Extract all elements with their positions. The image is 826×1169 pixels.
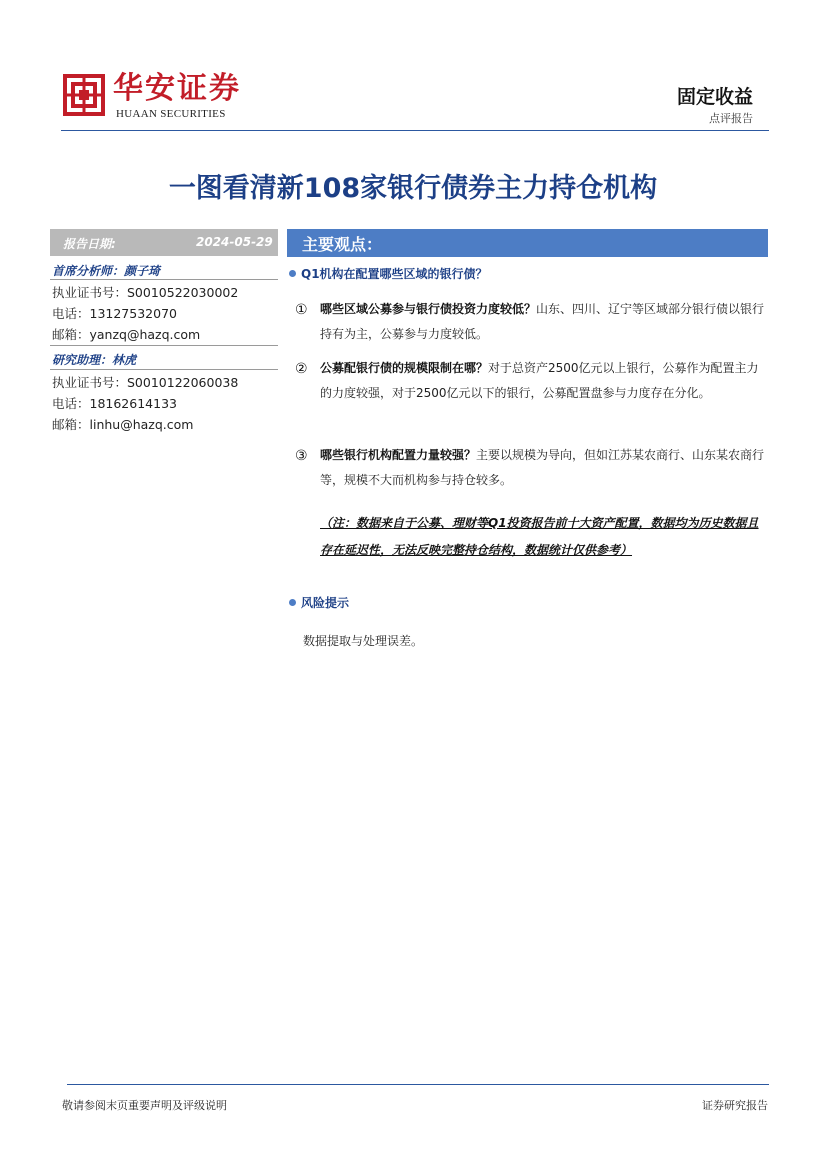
point-number: ② <box>295 361 308 377</box>
document-title: 一图看清新108家银行债券主力持仓机构 <box>168 173 658 204</box>
footer-divider <box>67 1084 769 1085</box>
point-number: ① <box>295 302 308 318</box>
sidebar-divider <box>50 279 278 280</box>
report-date-label: 报告日期: <box>63 237 116 251</box>
data-source-note: （注：数据来自于公募、理财等Q1投资报告前十大资产配置，数据均为历史数据且存在延迟性，无法反映完整持仓结构，数据统计仅供参考） <box>320 516 759 557</box>
header-divider <box>61 130 769 131</box>
analyst-phone: 电话：13127532070 <box>52 306 177 321</box>
sidebar-divider <box>50 369 278 370</box>
analyst-license: 执业证书号：S0010522030002 <box>52 285 239 300</box>
point-question: 哪些银行机构配置力量较强？ <box>320 448 477 462</box>
footer-report-label: 证券研究报告 <box>702 1099 768 1112</box>
logo-chinese-name: 华安证券 <box>113 71 241 106</box>
point-answer: 对于总资产2500亿元以上银行，公募作为配置主力的力度较强，对于2500亿元以下的银行，公募配置盘参与力度存在分化。 <box>320 361 759 400</box>
point-paragraph <box>320 297 765 347</box>
point-answer: 山东、四川、辽宁等区域部分银行债以银行持有为主，公募参与力度较低。 <box>320 302 765 341</box>
report-type-label: 点评报告 <box>709 112 753 125</box>
company-logo-icon <box>62 73 106 117</box>
section-title: 固定收益 <box>676 86 753 108</box>
bullet-dot-icon <box>289 270 296 277</box>
point-number: ③ <box>295 448 308 464</box>
bullet-dot-icon <box>289 599 296 606</box>
point-question: 哪些区域公募参与银行债投资力度较低？ <box>320 302 537 316</box>
chief-analyst-heading: 首席分析师：颜子琦 <box>52 264 161 278</box>
report-date-value: 2024-05-29 <box>196 235 273 249</box>
analyst-email[interactable]: 邮箱：yanzq@hazq.com <box>52 327 201 342</box>
footer-disclaimer: 敬请参阅末页重要声明及评级说明 <box>62 1099 227 1112</box>
risk-heading: 风险提示 <box>301 596 350 610</box>
risk-text: 数据提取与处理误差。 <box>303 634 424 648</box>
assistant-license: 执业证书号：S0010122060038 <box>52 375 239 390</box>
sidebar-divider <box>50 345 278 346</box>
main-points-heading: 主要观点： <box>302 235 383 254</box>
point-question: 公募配银行债的规模限制在哪？ <box>320 361 489 375</box>
logo-english-name: HUAAN SECURITIES <box>116 108 226 120</box>
assistant-phone: 电话：18162614133 <box>52 396 177 411</box>
point-answer: 主要以规模为导向，但如江苏某农商行、山东某农商行等，规模不大而机构参与持仓较多。 <box>320 448 765 487</box>
assistant-email[interactable]: 邮箱：linhu@hazq.com <box>52 417 194 432</box>
research-assistant-heading: 研究助理：林虎 <box>52 353 137 367</box>
point-paragraph <box>320 356 765 406</box>
point-paragraph <box>320 443 765 493</box>
q1-question-heading: Q1机构在配置哪些区域的银行债？ <box>301 267 488 281</box>
